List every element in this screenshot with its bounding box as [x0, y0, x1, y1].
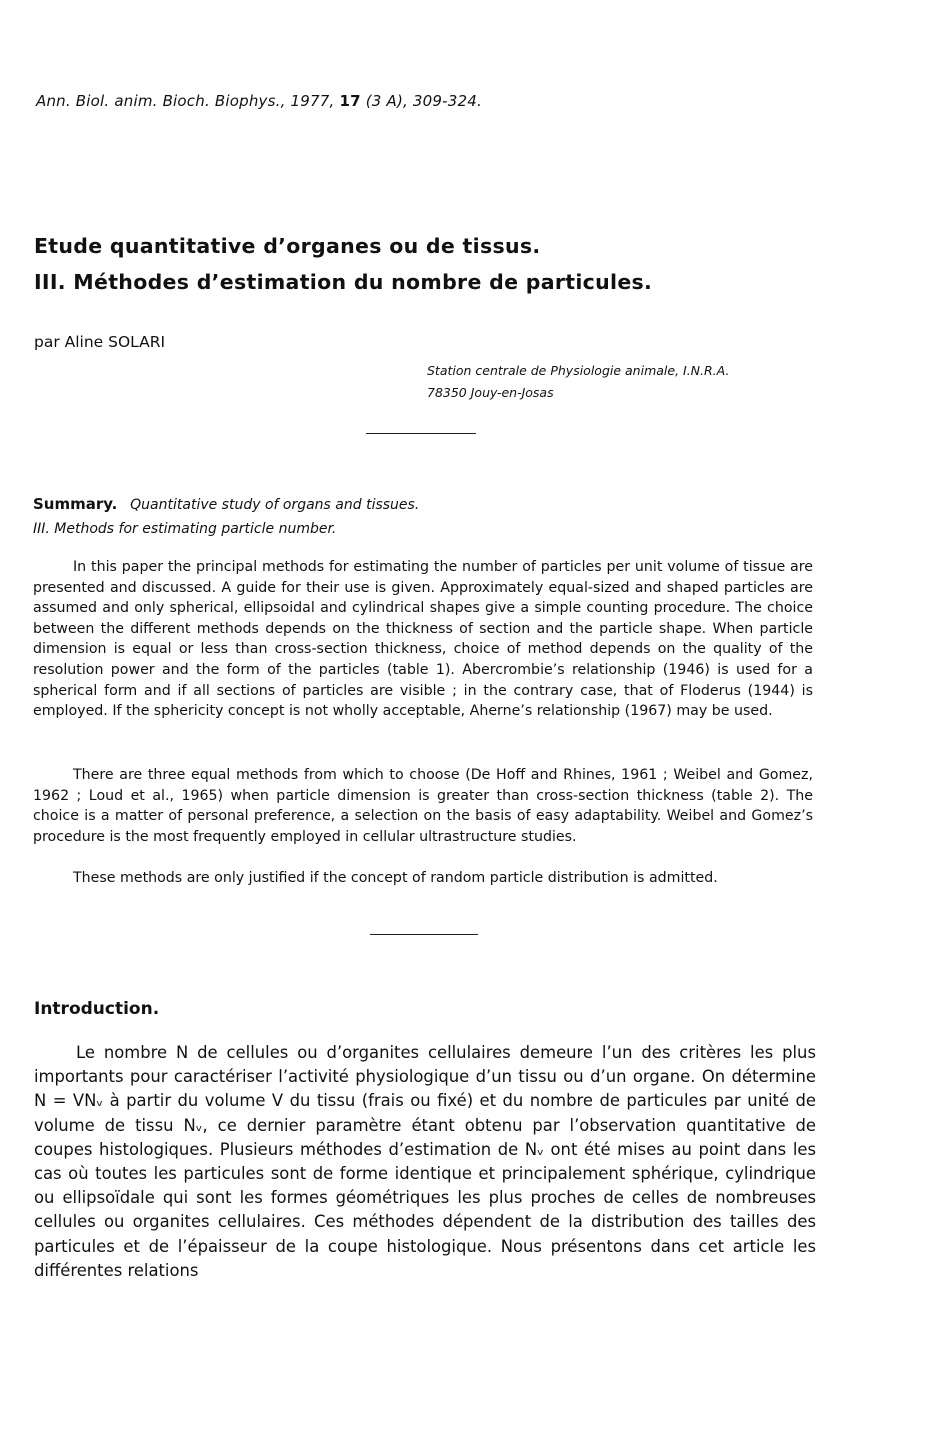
section-divider — [366, 433, 476, 434]
abstract-paragraph-3: These methods are only justified if the concept of random particle distribution is admitted. — [73, 870, 718, 886]
introduction-heading: Introduction. — [34, 999, 160, 1019]
abstract-paragraph-2: There are three equal methods from which to choose (De Hoff and Rhines, 1961 ; Weibel and Gomez, 1962 ; Loud et al., 1965) when particle dimension is greater than cross-section thickness (table 2). The choice is a matter of personal preference, a selection on the basis of easy adaptability. Weibel and Gomez’s procedure is the most frequently employed in cellular ultrastructure studies. — [33, 767, 813, 845]
affiliation-line-1: Station centrale de Physiologie animale, I.N.R.A. — [427, 363, 730, 378]
citation-journal: Ann. Biol. anim. Bioch. Biophys., 1977, — [36, 92, 335, 110]
summary-heading — [33, 495, 419, 513]
affiliation-line-2: 78350 Jouy-en-Josas — [427, 385, 554, 400]
summary-label: Summary. — [33, 495, 118, 513]
article-title-line-1: Etude quantitative d’organes ou de tissus. — [34, 234, 541, 258]
introduction-paragraph: Le nombre N de cellules ou d’organites cellulaires demeure l’un des critères les plus importants pour caractériser l’activité physiologique d’un tissu ou d’un organe. On détermine N = VNᵥ à partir du volume V du tissu (frais ou fixé) et du nombre de particules par unité de volume de tissu Nᵥ, ce dernier paramètre étant obtenu par l’observation quantitative de coupes histologiques. Plusieurs méthodes d’estimation de Nᵥ ont été mises au point dans les cas où toutes les particules sont de forme identique et principalement sphérique, cylindrique ou ellipsoïdale qui sont les formes géométriques les plus proches de celles de nombreuses cellules ou organites cellulaires. Ces méthodes dépendent de la distribution des tailles des particules et de l’épaisseur de la coupe histologique. Nous présentons dans cet article les différentes relations — [34, 1043, 816, 1280]
summary-title: Quantitative study of organs and tissues. — [130, 497, 420, 513]
citation-pages: (3 A), 309-324. — [365, 92, 482, 110]
abstract-paragraph-1: In this paper the principal methods for estimating the number of particles per unit volume of tissue are presented and discussed. A guide for their use is given. Approximately equal-sized and shaped particles are assumed and only spherical, ellipsoidal and cylindrical shapes give a simple counting procedure. The choice between the different methods depends on the thickness of section and the particle shape. When particle dimension is equal or less than cross-section thickness, choice of method depends on the quality of the resolution power and the form of the particles (table 1). Abercrombie’s relationship (1946) is used for a spherical form and if all sections of particles are visible ; in the contrary case, that of Floderus (1944) is employed. If the sphericity concept is not wholly acceptable, Aherne’s relationship (1967) may be used. — [33, 559, 813, 720]
summary-subtitle: III. Methods for estimating particle number. — [33, 521, 337, 537]
article-title-line-2: III. Méthodes d’estimation du nombre de particules. — [34, 270, 653, 294]
section-divider — [370, 934, 478, 935]
author-byline: par Aline SOLARI — [34, 333, 166, 351]
journal-citation — [36, 92, 482, 110]
citation-volume: 17 — [339, 92, 361, 110]
